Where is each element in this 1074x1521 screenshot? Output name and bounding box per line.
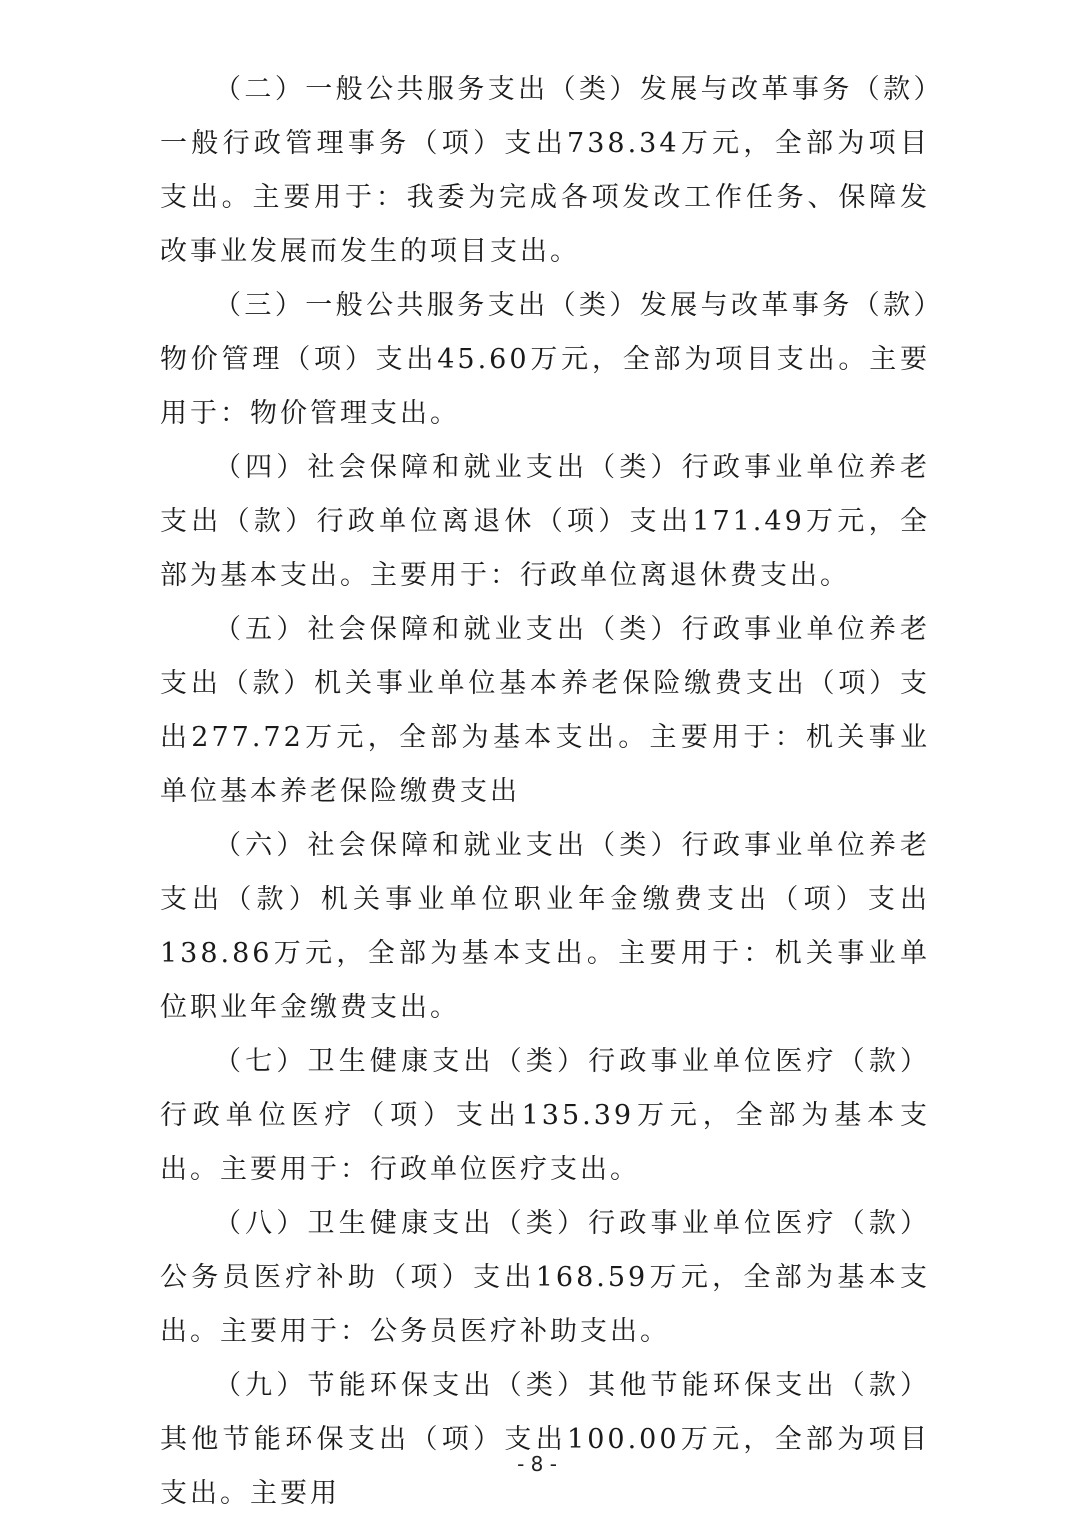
document-body bbox=[160, 63, 930, 1521]
paragraph-2: （二）一般公共服务支出（类）发展与改革事务（款）一般行政管理事务（项）支出738.34万元，全部为项目支出。主要用于：我委为完成各项发改工作任务、保障发改事业发展而发生的项目支出。 bbox=[160, 74, 930, 267]
paragraph-5: （五）社会保障和就业支出（类）行政事业单位养老支出（款）机关事业单位基本养老保险缴费支出（项）支出277.72万元，全部为基本支出。主要用于：机关事业单位基本养老保险缴费支出 bbox=[160, 614, 930, 807]
paragraph-6: （六）社会保障和就业支出（类）行政事业单位养老支出（款）机关事业单位职业年金缴费支出（项）支出138.86万元，全部为基本支出。主要用于：机关事业单位职业年金缴费支出。 bbox=[160, 830, 930, 1023]
paragraph-9: （九）节能环保支出（类）其他节能环保支出（款）其他节能环保支出（项）支出100.00万元，全部为项目支出。主要用 bbox=[160, 1370, 930, 1509]
paragraph-3: （三）一般公共服务支出（类）发展与改革事务（款）物价管理（项）支出45.60万元，全部为项目支出。主要用于：物价管理支出。 bbox=[160, 290, 930, 429]
page-number: - 8 - bbox=[517, 1452, 557, 1476]
paragraph-7: （七）卫生健康支出（类）行政事业单位医疗（款）行政单位医疗（项）支出135.39万元，全部为基本支出。主要用于：行政单位医疗支出。 bbox=[160, 1046, 930, 1185]
paragraph-4: （四）社会保障和就业支出（类）行政事业单位养老支出（款）行政单位离退休（项）支出171.49万元，全部为基本支出。主要用于：行政单位离退休费支出。 bbox=[160, 452, 930, 591]
paragraph-8: （八）卫生健康支出（类）行政事业单位医疗（款）公务员医疗补助（项）支出168.59万元，全部为基本支出。主要用于：公务员医疗补助支出。 bbox=[160, 1208, 930, 1347]
